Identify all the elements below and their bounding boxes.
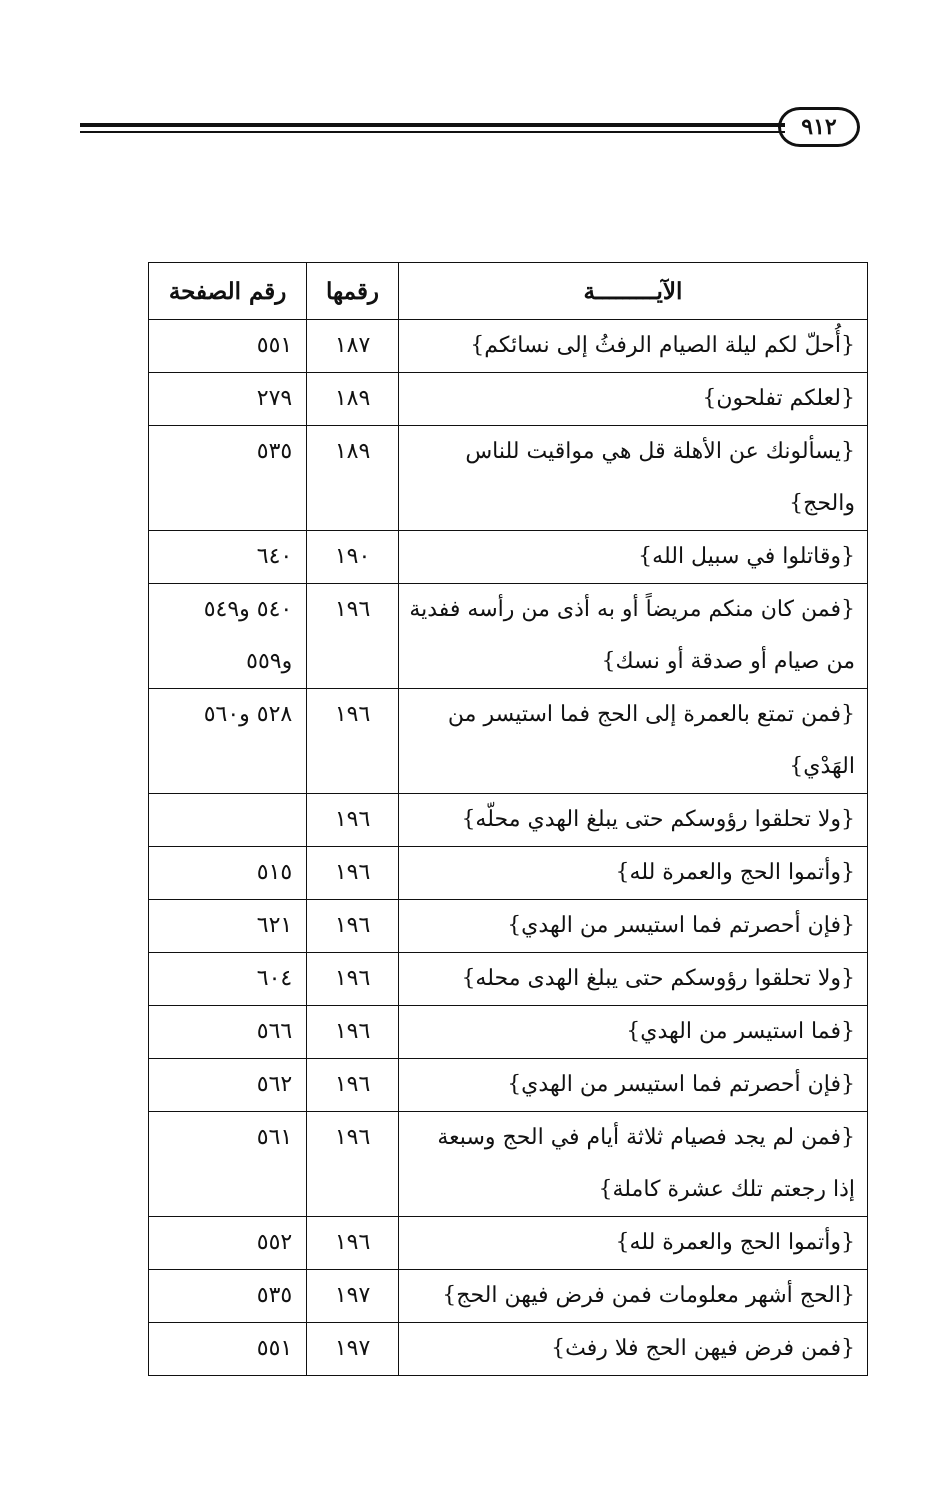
page-number-cell: ٥٦٢ xyxy=(149,1059,307,1112)
verse-cell: {فإن أحصرتم فما استيسر من الهدي} xyxy=(398,900,867,953)
verse-number-cell: ١٩٦ xyxy=(307,794,399,847)
verse-number-cell: ١٩٦ xyxy=(307,584,399,689)
table-row xyxy=(149,1112,868,1217)
header-verse: الآيـــــــــة xyxy=(398,263,867,320)
verse-number-cell: ١٩٦ xyxy=(307,900,399,953)
table-row xyxy=(149,426,868,531)
verse-number-cell: ١٩٦ xyxy=(307,689,399,794)
verse-cell: {فمن لم يجد فصيام ثلاثة أيام في الحج وسبعة إذا رجعتم تلك عشرة كاملة} xyxy=(398,1112,867,1217)
table-row xyxy=(149,531,868,584)
verse-cell: {فمن كان منكم مريضاً أو به أذى من رأسه ففدية من صيام أو صدقة أو نسك} xyxy=(398,584,867,689)
verse-number-cell: ١٩٦ xyxy=(307,847,399,900)
table-row xyxy=(149,900,868,953)
verse-cell: {وأتموا الحج والعمرة لله} xyxy=(398,1217,867,1270)
page-number-cell: ٦٠٤ xyxy=(149,953,307,1006)
table-row xyxy=(149,584,868,689)
table-row xyxy=(149,373,868,426)
page-number-cell: ٥٤٠ و٥٤٩ و٥٥٩ xyxy=(149,584,307,689)
verse-number-cell: ١٨٧ xyxy=(307,320,399,373)
page-number-cell xyxy=(149,794,307,847)
table-header-row xyxy=(149,263,868,320)
verse-number-cell: ١٩٦ xyxy=(307,953,399,1006)
page-number-cell: ٥٥١ xyxy=(149,1323,307,1376)
page-number-cell: ٥٥٢ xyxy=(149,1217,307,1270)
verse-cell: {يسألونك عن الأهلة قل هي مواقيت للناس والحج} xyxy=(398,426,867,531)
verse-cell: {ولا تحلقوا رؤوسكم حتى يبلغ الهدي محلّه} xyxy=(398,794,867,847)
verse-number-cell: ١٨٩ xyxy=(307,426,399,531)
table-row xyxy=(149,1006,868,1059)
page-number-cell: ٢٧٩ xyxy=(149,373,307,426)
page-header xyxy=(80,105,870,151)
verse-cell: {أُحلّ لكم ليلة الصيام الرفثُ إلى نسائكم} xyxy=(398,320,867,373)
table-row xyxy=(149,1059,868,1112)
verse-cell: {فمن فرض فيهن الحج فلا رفث} xyxy=(398,1323,867,1376)
verse-number-cell: ١٩٠ xyxy=(307,531,399,584)
verse-cell: {ولا تحلقوا رؤوسكم حتى يبلغ الهدى محله} xyxy=(398,953,867,1006)
header-rule-thick xyxy=(80,123,785,127)
table-row xyxy=(149,1270,868,1323)
header-verse-number: رقمها xyxy=(307,263,399,320)
table-row xyxy=(149,847,868,900)
header-rule-thin xyxy=(80,131,785,133)
page-number-cell: ٥٦٦ xyxy=(149,1006,307,1059)
table-row xyxy=(149,1323,868,1376)
page-number-cell: ٥١٥ xyxy=(149,847,307,900)
verse-number-cell: ١٩٧ xyxy=(307,1270,399,1323)
table-row xyxy=(149,794,868,847)
verse-number-cell: ١٩٦ xyxy=(307,1217,399,1270)
page-number-cell: ٥٣٥ xyxy=(149,1270,307,1323)
verse-cell: {فمن تمتع بالعمرة إلى الحج فما استيسر من الهَدْي} xyxy=(398,689,867,794)
table-row xyxy=(149,953,868,1006)
page-number-cell: ٥٢٨ و٥٦٠ xyxy=(149,689,307,794)
verse-cell: {فإن أحصرتم فما استيسر من الهدي} xyxy=(398,1059,867,1112)
verse-number-cell: ١٩٦ xyxy=(307,1059,399,1112)
verse-index-table xyxy=(148,262,868,1376)
verse-cell: {وأتموا الحج والعمرة لله} xyxy=(398,847,867,900)
verse-number-cell: ١٩٦ xyxy=(307,1112,399,1217)
page-number-cell: ٦٤٠ xyxy=(149,531,307,584)
verse-number-cell: ١٩٧ xyxy=(307,1323,399,1376)
table-row xyxy=(149,1217,868,1270)
header-page-number: رقم الصفحة xyxy=(149,263,307,320)
page-number-cell: ٥٦١ xyxy=(149,1112,307,1217)
page-number-cell: ٥٣٥ xyxy=(149,426,307,531)
table-row xyxy=(149,320,868,373)
page-number: ٩١٢ xyxy=(778,107,860,147)
verse-cell: {فما استيسر من الهدي} xyxy=(398,1006,867,1059)
page-number-cell: ٥٥١ xyxy=(149,320,307,373)
table-row xyxy=(149,689,868,794)
verse-number-cell: ١٩٦ xyxy=(307,1006,399,1059)
verse-cell: {الحج أشهر معلومات فمن فرض فيهن الحج} xyxy=(398,1270,867,1323)
page-number-cell: ٦٢١ xyxy=(149,900,307,953)
verse-cell: {لعلكم تفلحون} xyxy=(398,373,867,426)
verse-cell: {وقاتلوا في سبيل الله} xyxy=(398,531,867,584)
verse-number-cell: ١٨٩ xyxy=(307,373,399,426)
